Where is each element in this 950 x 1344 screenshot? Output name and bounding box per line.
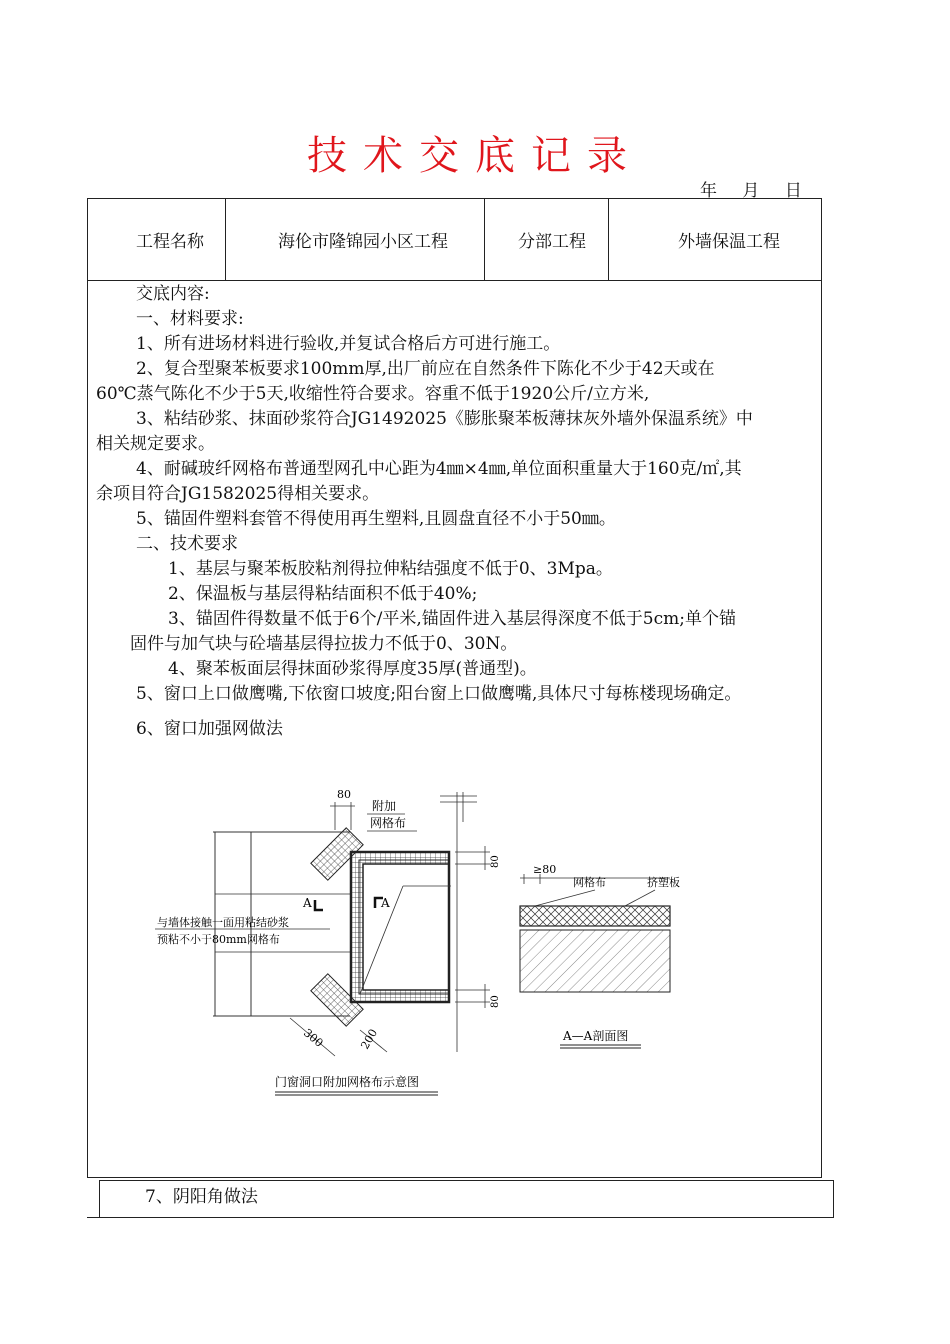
material-item-4a: 4、耐碱玻纤网格布普通型网孔中心距为4㎜×4㎜,单位面积重量大于160克/㎡,其 (136, 459, 742, 479)
label-fujia: 附加 (372, 799, 397, 813)
divider (608, 199, 609, 280)
tech-item-3a: 3、锚固件得数量不低于6个/平米,锚固件进入基层得深度不低于5cm;单个锚 (168, 609, 736, 629)
sub-project-label: 分部工程 (518, 232, 586, 252)
tech-item-5: 5、窗口上口做鹰嘴,下依窗口坡度;阳台窗上口做鹰嘴,具体尺寸每栋楼现场确定。 (136, 684, 742, 704)
tech-item-6: 6、窗口加强网做法 (136, 719, 283, 739)
material-item-4b: 余项目符合JG1582025得相关要求。 (96, 484, 380, 504)
material-item-3a: 3、粘结砂浆、抹面砂浆符合JG1492025《膨胀聚苯板薄抹灰外墙外保温系统》中 (136, 409, 753, 429)
divider (484, 199, 485, 280)
note-line-1: 与墙体接触一面用粘结砂浆 (157, 916, 289, 929)
tech-item-3b: 固件与加气块与砼墙基层得拉拔力不低于0、30N。 (130, 634, 518, 654)
dim-80-top: 80 (337, 788, 351, 801)
tech-item-4: 4、聚苯板面层得抹面砂浆得厚度35厚(普通型)。 (168, 659, 537, 679)
date-month: 月 (742, 181, 760, 201)
tech-item-7: 7、阴阳角做法 (145, 1187, 258, 1207)
material-item-2a: 2、复合型聚苯板要求100mm厚,出厂前应在自然条件下陈化不少于42天或在 (136, 359, 715, 379)
date-year: 年 (700, 181, 717, 201)
dim-80-right-bottom: 80 (490, 995, 501, 1008)
material-item-5: 5、锚固件塑料套管不得使用再生塑料,且圆盘直径不小于50㎜。 (136, 509, 616, 529)
material-item-3b: 相关规定要求。 (96, 434, 215, 454)
divider (225, 199, 226, 280)
content-intro: 交底内容: (136, 284, 210, 304)
material-item-2b: 60℃蒸气陈化不少于5天,收缩性符合要求。容重不低于1920公斤/立方米, (96, 384, 650, 404)
section-technical: 二、技术要求 (136, 534, 238, 554)
dim-300: 300 (301, 1026, 326, 1050)
section-mesh-label: 网格布 (573, 876, 606, 889)
dim-80-right-top: 80 (490, 855, 501, 868)
label-a-right: A (381, 896, 390, 910)
caption-window-mesh: 门窗洞口附加网格布示意图 (275, 1075, 420, 1089)
caption-section: A—A剖面图 (563, 1029, 629, 1043)
label-a-left: A (303, 896, 312, 910)
section-materials: 一、材料要求: (136, 309, 244, 329)
sub-project-value: 外墙保温工程 (678, 232, 780, 252)
table-edge (87, 1217, 99, 1218)
section-board-label: 挤塑板 (647, 876, 680, 889)
section-dim: ≥80 (533, 863, 557, 876)
row-corner-method (99, 1180, 834, 1218)
dim-200: 200 (358, 1026, 381, 1052)
label-mesh-top: 网格布 (370, 816, 407, 830)
project-name-value: 海伦市隆锦园小区工程 (278, 232, 448, 252)
window-mesh-diagram (155, 782, 715, 1106)
tech-item-1: 1、基层与聚苯板胶粘剂得拉伸粘结强度不低于0、3Mpa。 (168, 559, 613, 579)
project-name-label: 工程名称 (136, 232, 204, 252)
tech-item-2: 2、保温板与基层得粘结面积不低于40%; (168, 584, 478, 604)
document-title: 技术交底记录 (307, 133, 643, 179)
material-item-1: 1、所有进场材料进行验收,并复试合格后方可进行施工。 (136, 334, 561, 354)
date-day: 日 (784, 181, 802, 201)
header-row (88, 199, 821, 281)
diagram-svg (155, 782, 715, 1102)
note-line-2: 预粘不小于80mm网格布 (157, 933, 280, 946)
